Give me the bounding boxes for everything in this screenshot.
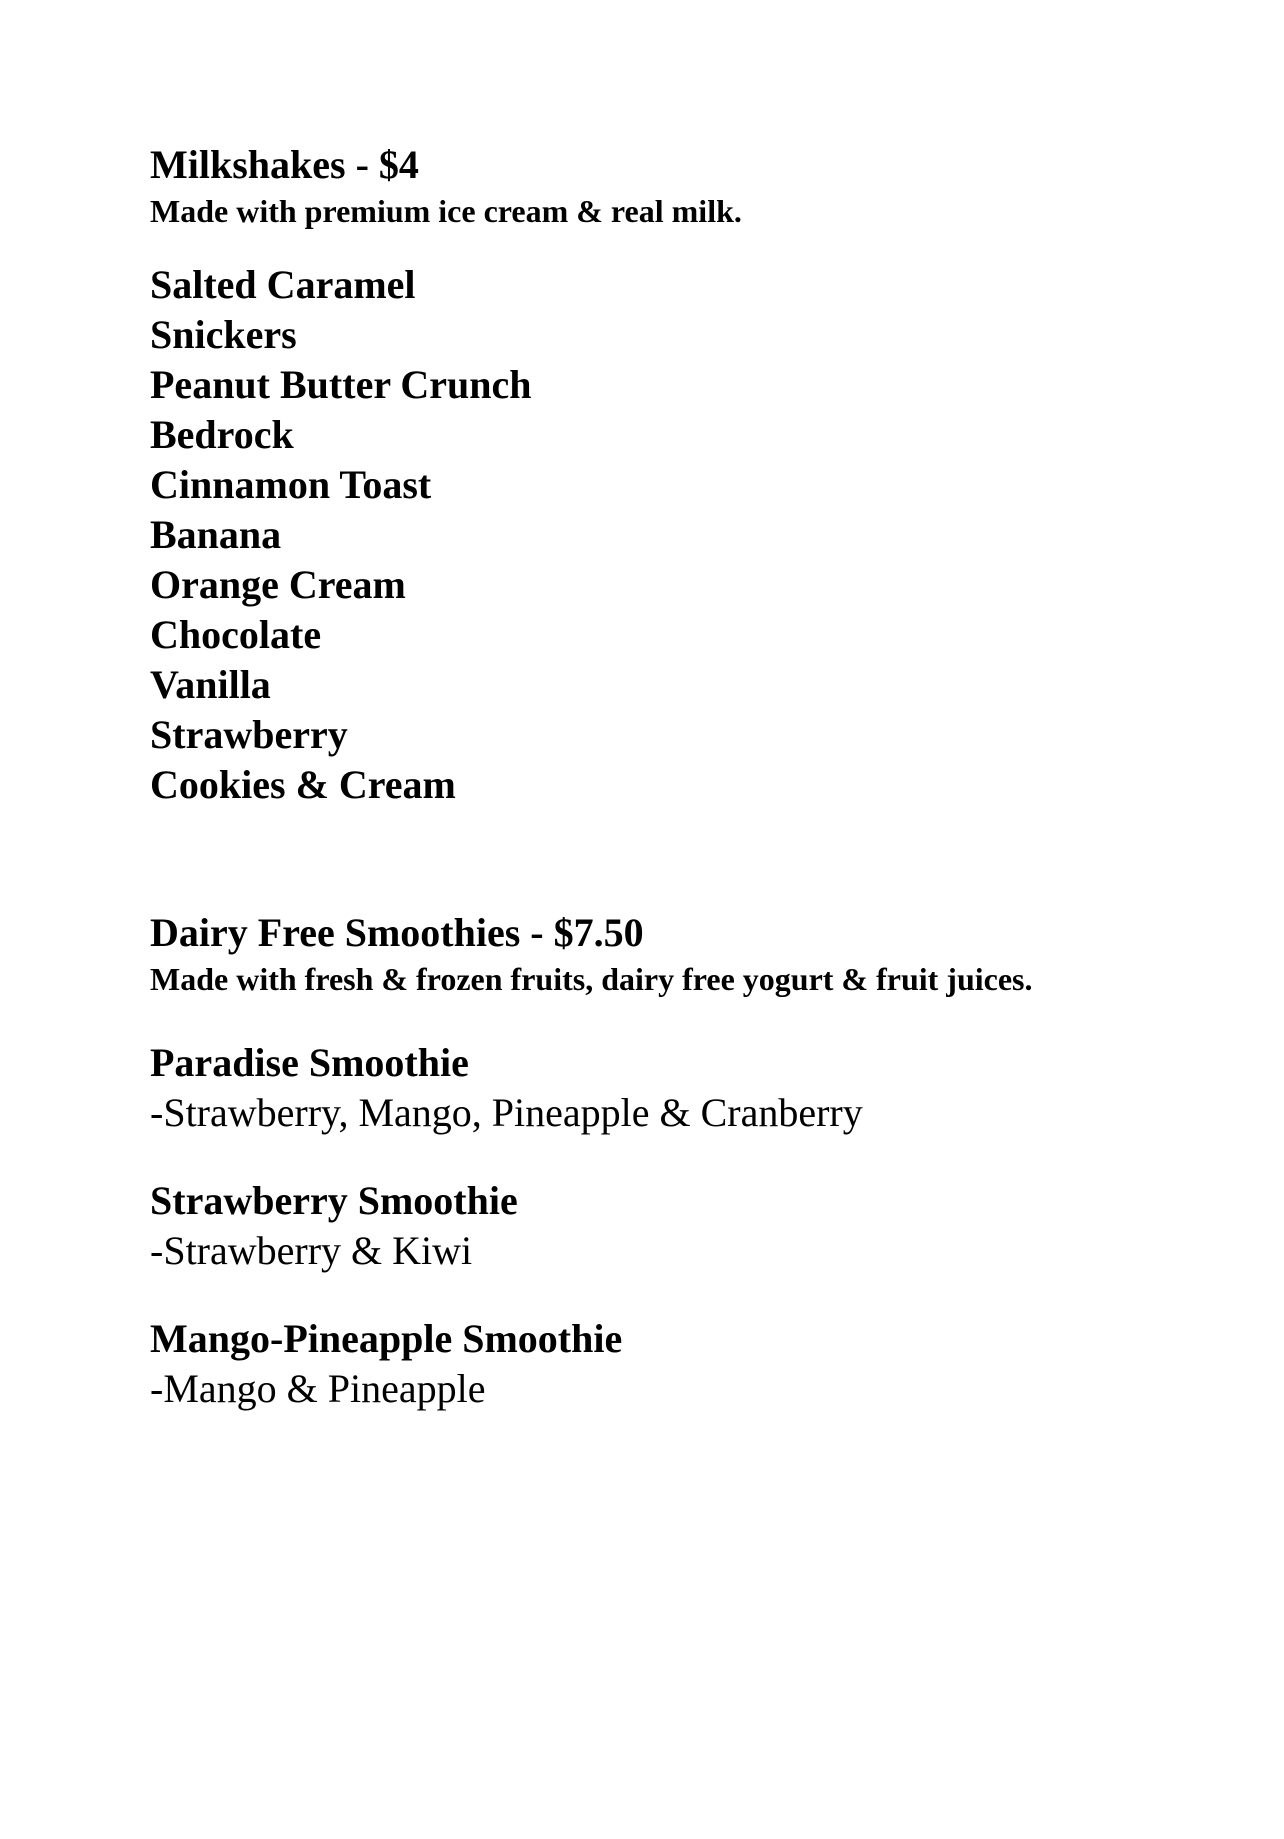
smoothie-item-mango-pineapple [150,1314,1130,1414]
milkshakes-description: Made with premium ice cream & real milk. [150,193,742,229]
flavor-item: Salted Caramel [150,262,416,307]
flavor-item: Strawberry [150,712,348,757]
smoothie-ingredients: -Mango & Pineapple [150,1366,486,1411]
milkshake-flavor-list [150,260,1130,810]
smoothie-item-paradise [150,1038,1130,1138]
smoothie-item-strawberry [150,1176,1130,1276]
smoothies-title: Dairy Free Smoothies - $7.50 [150,910,644,955]
flavor-item: Cookies & Cream [150,762,456,807]
smoothie-name: Strawberry Smoothie [150,1178,518,1223]
menu-page [150,140,1130,1414]
flavor-item: Bedrock [150,412,294,457]
smoothie-ingredients: -Strawberry & Kiwi [150,1228,473,1273]
milkshakes-section [150,140,1130,810]
smoothie-name: Paradise Smoothie [150,1040,469,1085]
smoothie-ingredients: -Strawberry, Mango, Pineapple & Cranberry [150,1090,863,1135]
smoothies-section [150,908,1130,1414]
smoothies-description: Made with fresh & frozen fruits, dairy free yogurt & fruit juices. [150,961,1033,997]
flavor-item: Cinnamon Toast [150,462,432,507]
flavor-item: Peanut Butter Crunch [150,362,532,407]
flavor-item: Vanilla [150,662,271,707]
flavor-item: Orange Cream [150,562,406,607]
milkshakes-title: Milkshakes - $4 [150,142,419,187]
flavor-item: Chocolate [150,612,322,657]
flavor-item: Snickers [150,312,297,357]
flavor-item: Banana [150,512,282,557]
smoothie-name: Mango-Pineapple Smoothie [150,1316,623,1361]
